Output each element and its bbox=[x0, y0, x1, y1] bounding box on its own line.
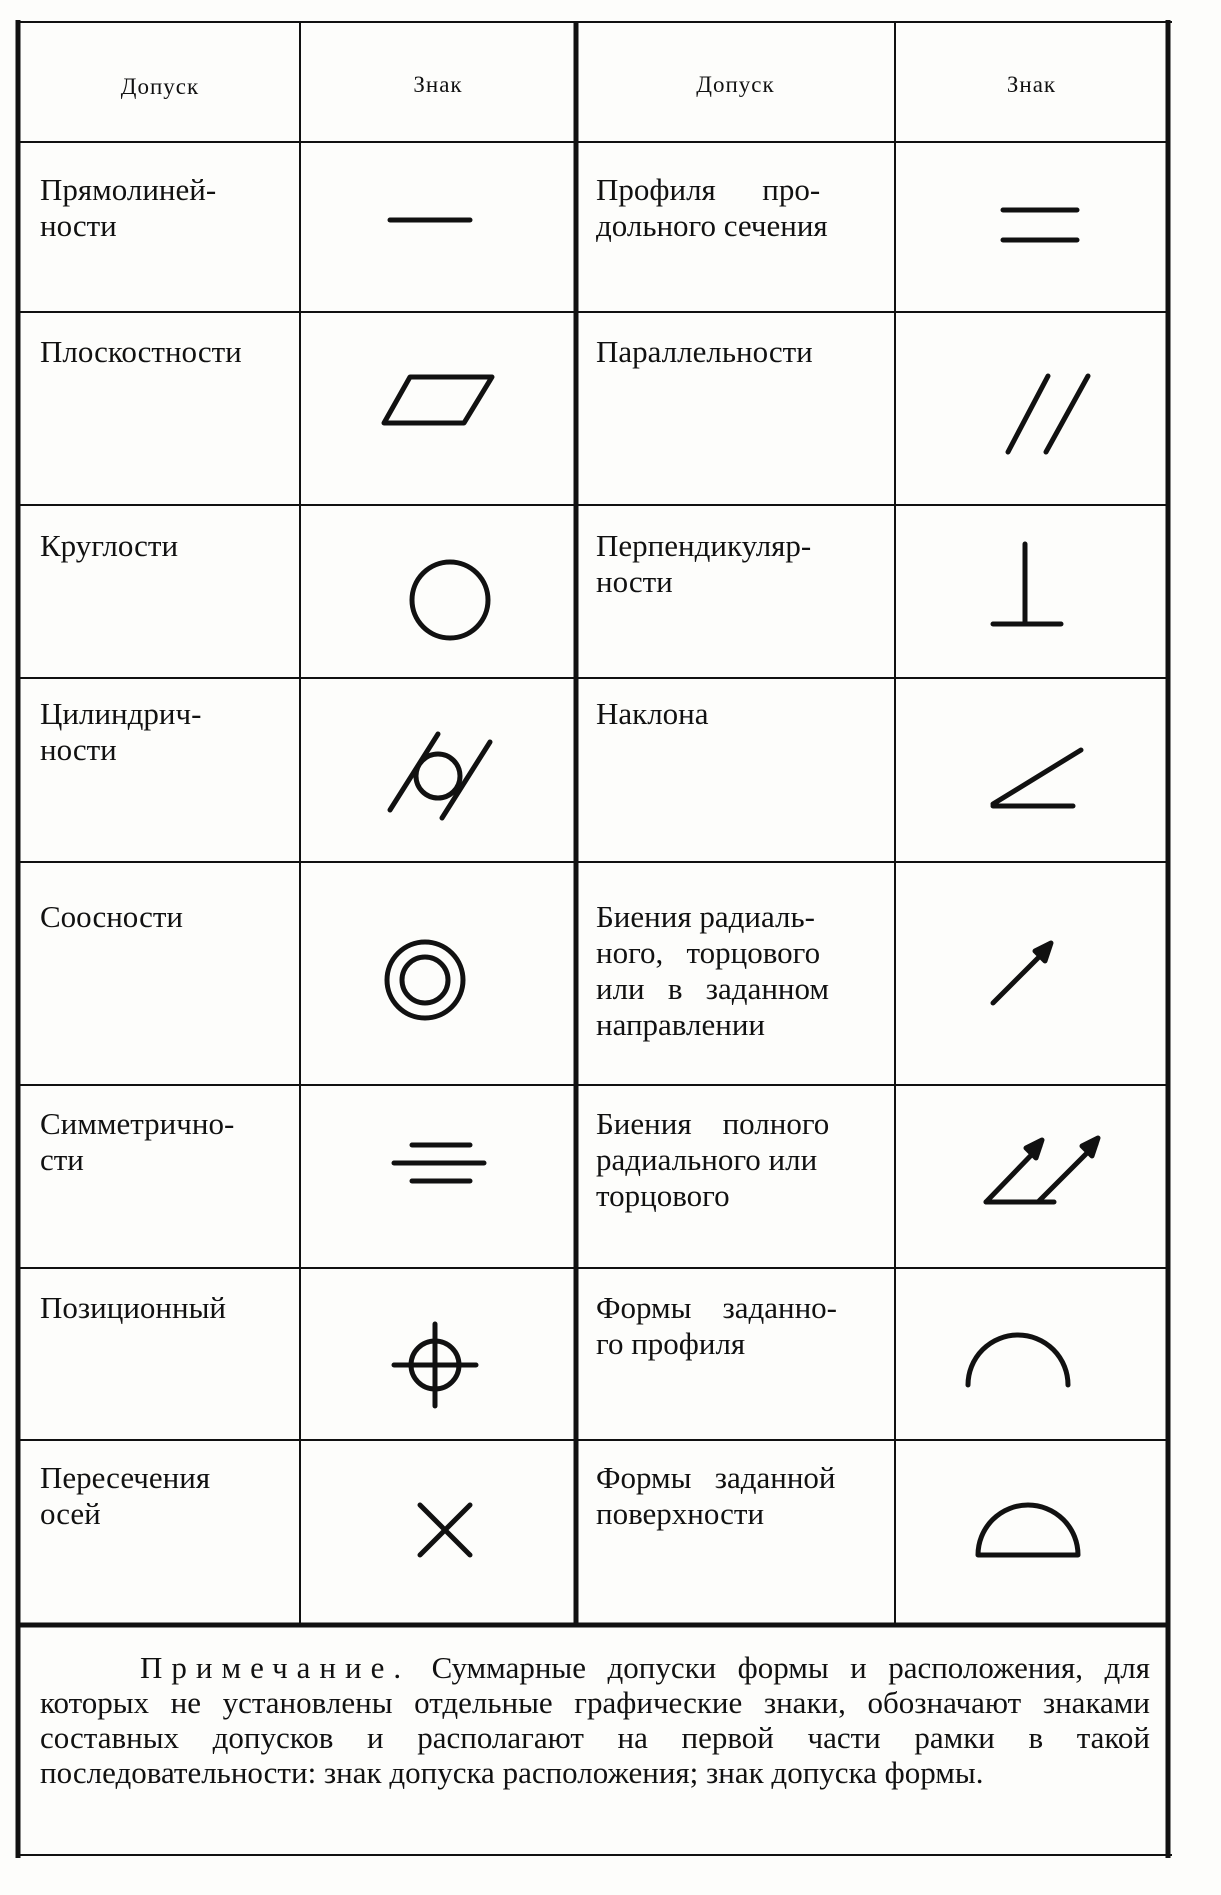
tolerance-name: Формы заданной поверхности bbox=[596, 1460, 836, 1531]
longitudinal-profile-icon bbox=[995, 200, 1085, 250]
tolerance-name: Формы заданно- го профиля bbox=[596, 1290, 838, 1361]
header-symbol-left: Знак bbox=[413, 72, 463, 97]
profile-of-line-icon bbox=[960, 1320, 1080, 1400]
tolerance-name: Пересечения осей bbox=[40, 1460, 211, 1531]
tolerance-name: Круглости bbox=[40, 528, 179, 563]
symmetry-icon bbox=[390, 1135, 490, 1195]
tolerance-name: Позиционный bbox=[40, 1290, 226, 1325]
header-symbol-right: Знак bbox=[1006, 72, 1057, 97]
note-lead: Примечание. bbox=[140, 1650, 411, 1685]
tolerance-name: Биения полного радиального или торцового bbox=[596, 1106, 830, 1213]
concentricity-icon bbox=[380, 930, 480, 1030]
profile-of-surface-icon bbox=[970, 1490, 1090, 1570]
tolerance-name: Симметрично- сти bbox=[40, 1106, 235, 1177]
tolerance-name: Перпендикуляр- ности bbox=[596, 528, 812, 599]
position-icon bbox=[390, 1320, 480, 1410]
axis-intersection-icon bbox=[410, 1495, 480, 1565]
perpendicularity-icon bbox=[985, 540, 1075, 630]
parallelism-icon bbox=[1000, 370, 1100, 460]
tolerance-name: Цилиндрич- ности bbox=[40, 696, 202, 767]
angularity-icon bbox=[985, 740, 1095, 820]
tolerance-name: Плоскостности bbox=[40, 334, 242, 369]
circularity-icon bbox=[405, 555, 495, 645]
tolerance-name: Профиля про- дольного сечения bbox=[596, 172, 828, 243]
tolerance-name: Биения радиаль- ного, торцового или в заданном направлении bbox=[596, 899, 830, 1042]
tolerance-name: Соосности bbox=[40, 899, 183, 934]
flatness-icon bbox=[380, 365, 500, 435]
footnote bbox=[40, 1650, 1150, 1790]
note-text: Суммарные допуски формы и расположения, для которых не установлены отдельные графические знаки, обозначают знаками составных допусков и располагают на первой части рамки в такой последовательности: знак допуска расположения; знак допуска формы. bbox=[40, 1650, 1150, 1790]
tolerance-name: Наклона bbox=[596, 696, 709, 731]
tolerance-name: Прямолиней- ности bbox=[40, 172, 217, 243]
header-tolerance-right: Допуск bbox=[696, 72, 775, 97]
runout-icon bbox=[985, 935, 1085, 1015]
total-runout-icon bbox=[980, 1130, 1110, 1220]
header-tolerance-left: Допуск bbox=[120, 74, 200, 99]
cylindricity-icon bbox=[380, 720, 500, 830]
straightness-icon bbox=[380, 210, 480, 230]
tolerance-name: Параллельности bbox=[596, 334, 813, 369]
